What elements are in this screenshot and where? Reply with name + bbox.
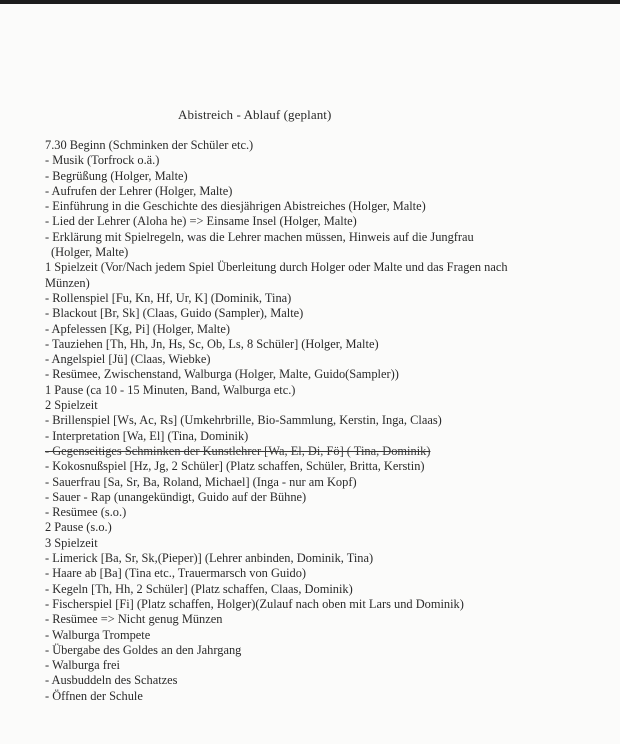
schedule-line: - Fischerspiel [Fi] (Platz schaffen, Holger)(Zulauf nach oben mit Lars und Dominik): [45, 596, 464, 611]
schedule-line: - Öffnen der Schule: [45, 688, 143, 703]
schedule-line: - Walburga frei: [45, 658, 120, 673]
schedule-line: - Interpretation [Wa, El] (Tina, Dominik): [45, 428, 249, 443]
schedule-line: - Aufrufen der Lehrer (Holger, Malte): [45, 183, 233, 198]
schedule-line: - Angelspiel [Jü] (Claas, Wiebke): [45, 352, 211, 367]
schedule-line: - Sauerfrau [Sa, Sr, Ba, Roland, Michael] (Inga - nur am Kopf): [45, 474, 357, 489]
schedule-line: - Lied der Lehrer (Aloha he) => Einsame Insel (Holger, Malte): [45, 214, 357, 229]
schedule-line: - Ausbuddeln des Schatzes: [45, 673, 178, 688]
schedule-line: 2 Spielzeit: [45, 398, 98, 413]
schedule-line: - Sauer - Rap (unangekündigt, Guido auf der Bühne): [45, 489, 307, 504]
schedule-line: - Begrüßung (Holger, Malte): [45, 168, 188, 183]
schedule-line: 1 Pause (ca 10 - 15 Minuten, Band, Walburga etc.): [45, 382, 296, 397]
schedule-line: - Walburga Trompete: [45, 627, 151, 642]
schedule-line: - Erklärung mit Spielregeln, was die Lehrer machen müssen, Hinweis auf die Jungfrau: [45, 229, 474, 244]
schedule-line: - Kokosnußspiel [Hz, Jg, 2 Schüler] (Platz schaffen, Schüler, Britta, Kerstin): [45, 459, 425, 474]
schedule-line: - Limerick [Ba, Sr, Sk,(Pieper)] (Lehrer anbinden, Dominik, Tina): [45, 551, 374, 566]
schedule-line: - Blackout [Br, Sk] (Claas, Guido (Sampler), Malte): [45, 306, 304, 321]
schedule-line: - Tauziehen [Th, Hh, Jn, Hs, Sc, Ob, Ls, 8 Schüler] (Holger, Malte): [45, 336, 379, 351]
schedule-line: - Kegeln [Th, Hh, 2 Schüler] (Platz schaffen, Claas, Dominik): [45, 581, 353, 596]
schedule-line: 1 Spielzeit (Vor/Nach jedem Spiel Überleitung durch Holger oder Malte und das Fragen nach: [45, 260, 508, 275]
schedule-line: - Resümee => Nicht genug Münzen: [45, 612, 223, 627]
schedule-line: - Resümee (s.o.): [45, 505, 127, 520]
schedule-line: - Apfelessen [Kg, Pi] (Holger, Malte): [45, 321, 230, 336]
schedule-line: Münzen): [45, 275, 90, 290]
schedule-line: 3 Spielzeit: [45, 535, 98, 550]
schedule-line: (Holger, Malte): [51, 245, 129, 260]
schedule-line: - Übergabe des Goldes an den Jahrgang: [45, 642, 242, 657]
schedule-line: - Resümee, Zwischenstand, Walburga (Holger, Malte, Guido(Sampler)): [45, 367, 399, 382]
page-title: Abistreich - Ablauf (geplant): [178, 107, 332, 122]
schedule-line: 7.30 Beginn (Schminken der Schüler etc.): [45, 138, 254, 152]
schedule-line: - Musik (Torfrock o.ä.): [45, 153, 160, 168]
schedule-line-struck: - Gegenseitiges Schminken der Kunstlehrer [Wa, El, Di, Fö] ( Tina, Dominik): [45, 443, 431, 458]
schedule-line: - Einführung in die Geschichte des diesjährigen Abistreiches (Holger, Malte): [45, 199, 426, 214]
top-edge-rule: [0, 0, 620, 4]
schedule-line: - Rollenspiel [Fu, Kn, Hf, Ur, K] (Dominik, Tina): [45, 290, 292, 305]
schedule-list: [45, 138, 601, 704]
schedule-line: 2 Pause (s.o.): [45, 520, 112, 535]
schedule-line: - Haare ab [Ba] (Tina etc., Trauermarsch von Guido): [45, 566, 307, 581]
schedule-line: - Brillenspiel [Ws, Ac, Rs] (Umkehrbrille, Bio-Sammlung, Kerstin, Inga, Claas): [45, 413, 442, 428]
